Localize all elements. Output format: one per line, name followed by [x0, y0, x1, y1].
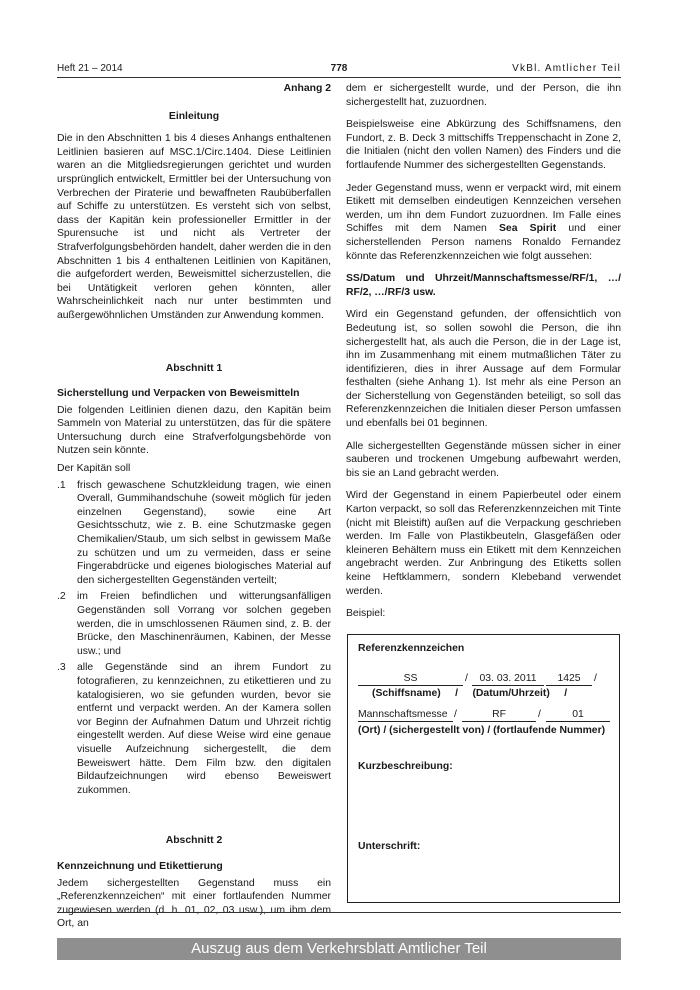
list-item: .1 frisch gewaschene Schutzkleidung tragen, wie einen Overall, Gummihandschuhe (soweit möglich für jeden einzelnen Gegenstand), sowie eine Art Gesichtsschutz, wie z. B. eine Schutzmaske gegen Chemikalien/Staub, um sich selbst in gewissem Maße zu schützen und um zu vermeiden, dass er seine Fingerabdrücke und eigenes biologisches Material auf den sichergestellten Gegenständen verteilt;: [57, 479, 331, 586]
page-header: [57, 62, 621, 76]
separator: /: [454, 709, 457, 720]
kapitaen-intro: Der Kapitän soll: [57, 463, 131, 475]
reference-example: SS/Datum und Uhrzeit/Mannschaftsmesse/RF/1, …/ RF/2, …/RF/3 usw.: [346, 273, 621, 298]
row1-labels: (Schiffsname) / (Datum/Uhrzeit) /: [372, 688, 568, 699]
form-title: Referenzkennzeichen: [358, 643, 465, 654]
section-title-abschnitt-2: Abschnitt 2: [165, 835, 223, 847]
date-field: 03. 03. 2011: [472, 673, 544, 686]
reference-label-form: [347, 634, 620, 903]
number-field: 01: [546, 709, 610, 722]
footer-rule: [57, 912, 621, 913]
abschnitt-2-heading: Kennzeichnung und Etikettierung: [57, 860, 223, 872]
footer-banner: Auszug aus dem Verkehrsblatt Amtlicher Teil: [57, 938, 621, 960]
example-label: Beispiel:: [346, 608, 386, 620]
abschnitt-2-paragraph: Jedem sichergestellten Gegenstand muss ein „Referenzkennzeichen“ mit einer fortlaufenden Nummer zugewiesen werden (d. h. 01, 02, 03 usw.), um ihm dem Ort, an: [57, 877, 331, 930]
paragraph: Jeder Gegenstand muss, wenn er verpackt wird, mit einem Etikett mit demselben eindeutigen Kennzeichen versehen werden, um ihn dem Fundort zuzuordnen. Im Falle eines Schiffes mit dem Namen Sea Spirit und einer sicherstellenden Person namens Ronaldo Fernandez könnte das Referenzkennzeichen wie folgt aussehen:: [346, 182, 621, 262]
paragraph: Alle sichergestellten Gegenstände müssen sicher in einer sauberen und trockenen Umgebung aufbewahrt werden, bis sie an Land gebracht werden.: [346, 440, 621, 479]
separator: /: [538, 709, 541, 720]
list-item: .2 im Freien befindlichen und witterungsanfälligen Gegenständen soll Vorrang vor solchen gegeben werden, die in umschlossenen Räumen sind, z. B. der Brücke, den Maschinenräumen, Kabinen, der Messe usw.; und: [57, 591, 331, 657]
ship-name: Sea Spirit: [499, 223, 557, 235]
paragraph: dem er sichergestellt wurde, und der Person, die ihn sichergestellt hat, zuzuordnen.: [346, 83, 621, 108]
time-field: 1425: [546, 673, 592, 686]
issue-number: Heft 21 – 2014: [57, 63, 123, 74]
paragraph: Wird der Gegenstand in einem Papierbeutel oder einem Karton verpackt, so soll das Referenzkennzeichen mit Tinte (nicht mit Bleistift) außen auf die Verpackung geschrieben werden. Im Falle von Plastikbeuteln, Glasgefäßen oder kleineren Behältern muss ein Etikett mit dem Kennzeichen angebracht werden. Zur Anbringung des Etiketts sollen keine Heftklammern, sondern Klebeband verwendet werden.: [346, 490, 621, 597]
paragraph: Beispielsweise eine Abkürzung des Schiffsnamens, den Fundort, z. B. Deck 3 mittschiffs Treppenschacht in Zone 2, die Initialen (nicht den vollen Namen) des Finders und die fortlaufende Nummer des sichergestellten Gegenstands.: [346, 119, 621, 171]
section-title-abschnitt-1: Abschnitt 1: [165, 362, 223, 374]
separator: /: [594, 673, 597, 684]
place-field: Mannschaftsmesse: [358, 709, 453, 722]
separator: /: [465, 673, 468, 684]
left-column: [57, 82, 331, 940]
paragraph: Wird ein Gegenstand gefunden, der offensichtlich von Bedeutung ist, so sollen sowohl die Person, die ihn sichergestellt hat, als auch die Person, die in der Lage ist, ihn im Zusammenhang mit einem mutmaßlichen Täter zu identifizieren, dies in ihrer Aussage auf dem Formular festhalten (siehe Anhang 1). Ist mehr als eine Person an der Sicherstellung von Gegenständen beteiligt, so soll das Referenzkennzeichen die Initialen dieser Person umfassen und ebenfalls bei 01 beginnen.: [346, 309, 621, 430]
abschnitt-1-heading: Sicherstellung und Verpacken von Beweismitteln: [57, 388, 300, 400]
right-column: [346, 82, 621, 630]
signature-label: Unterschrift:: [358, 841, 421, 852]
einleitung-paragraph: Die in den Abschnitten 1 bis 4 dieses Anhangs enthaltenen Leitlinien basieren auf MSC.1/Circ.1404. Diese Leitlinien waren an die Mitgliedsregierungen gerichtet und wurden ursprünglich entwickelt, Ermittler bei der Untersuchung von Verbrechen der Piraterie und bewaffneten Raubüberfallen auf Schiffe zu unterstützen. Es versteht sich von selbst, dass der Kapitän kein professioneller Ermittler in der Spurensuche ist und nicht als Vertreter der Strafverfolgungsbehörden handelt, daher werden die in den Abschnitten 1 bis 4 enthaltenen Leitlinien von Kapitänen, die aufgefordert werden, Beweismittel sicherzustellen, die bei Untätigkeit verloren gehen könnten, aller Wahrscheinlichkeit nach nur unter bestimmten und außergewöhnlichen Umständen zur Anwendung kommen.: [57, 133, 331, 321]
short-description-label: Kurzbeschreibung:: [358, 761, 453, 772]
ship-name-field: SS: [358, 673, 463, 686]
publication-name: VkBl. Amtlicher Teil: [512, 63, 621, 74]
section-title-einleitung: Einleitung: [168, 110, 220, 122]
abschnitt-1-paragraph: Die folgenden Leitlinien dienen dazu, den Kapitän beim Sammeln von Material zu unterstützen, das für die spätere Untersuchung durch eine Strafverfolgungsbehörde von Nutzen sein könnte.: [57, 404, 331, 457]
row2-labels: (Ort) / (sichergestellt von) / (fortlaufende Nummer): [358, 725, 606, 736]
person-field: RF: [462, 709, 536, 722]
page-number: 778: [330, 63, 348, 74]
list-item: .3 alle Gegenstände sind an ihrem Fundort zu fotografieren, zu kennzeichnen, zu etikettieren und zu katalogisieren, wo sie gefunden wurden, bevor sie entfernt und verpackt werden. An der Kamera sollen vor Beginn der Aufnahmen Datum und Uhrzeit richtig eingestellt werden. Auf diese Weise wird eine genaue visuelle Aufzeichnung sichergestellt, die dem Beweiswert hätte. Dem Film bzw. den digitalen Bildaufzeichnungen wird ebenso Beweiswert zukommen.: [57, 662, 331, 796]
annex-label: Anhang 2: [283, 83, 331, 94]
header-rule: [57, 77, 621, 78]
